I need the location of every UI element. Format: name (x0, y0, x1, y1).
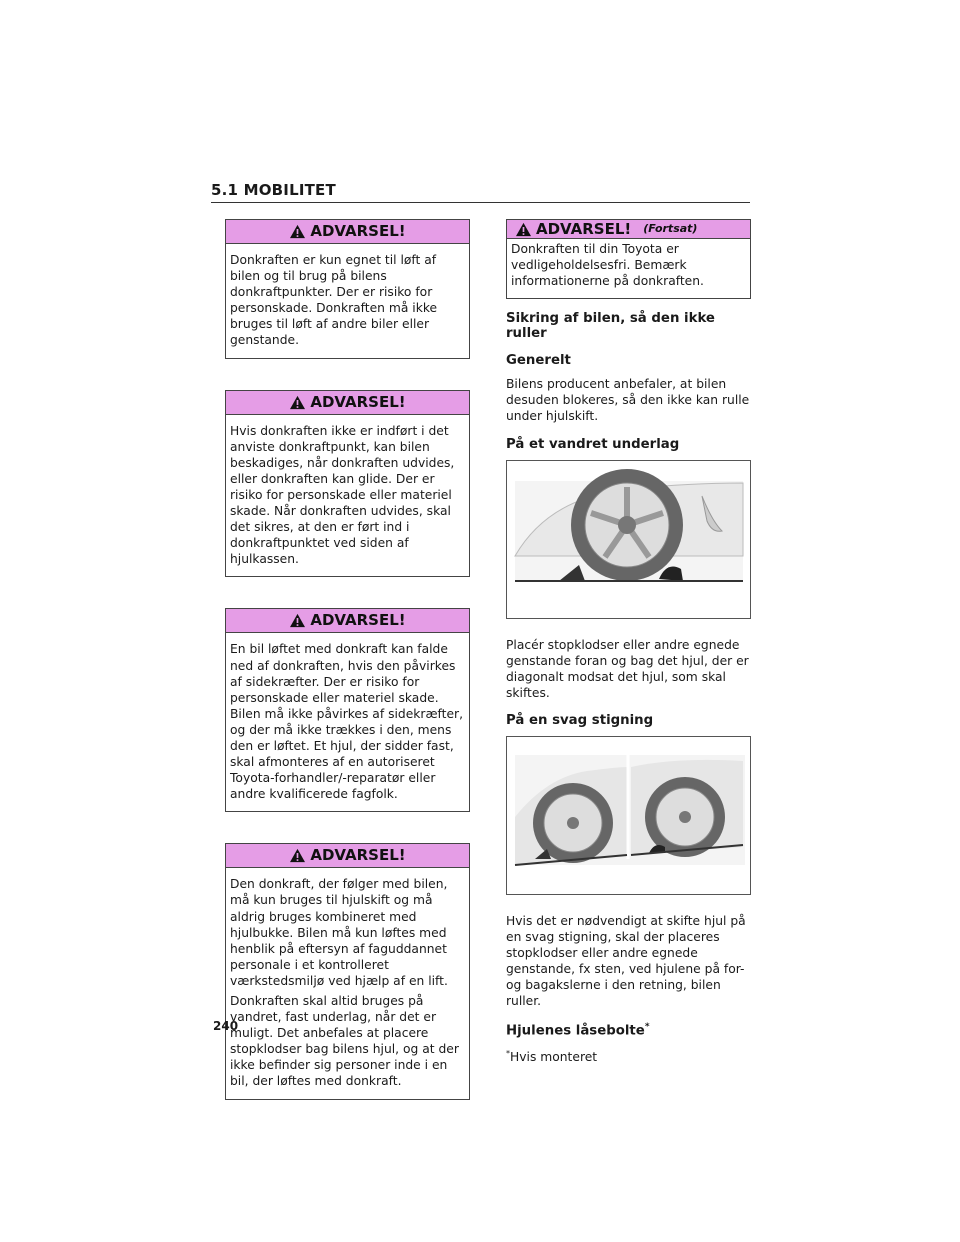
warning-title: ADVARSEL! (310, 611, 406, 630)
warning-header (226, 391, 469, 415)
warning-text (226, 415, 469, 577)
footnote (506, 1046, 751, 1065)
warning-title: ADVARSEL! (310, 222, 406, 240)
warning-text (226, 633, 469, 811)
heading-lock-bolts (506, 1022, 751, 1038)
warning-triangle-icon (289, 848, 306, 863)
car-wheel-chock-illustration (507, 461, 750, 618)
warning-header (226, 220, 469, 244)
heading-flat-ground: På et vandret underlag (506, 436, 680, 452)
warning-paragraph: Hvis donkraften ikke er indført i det anviste donkraftpunkt, kan bilen beskadiges, når donkraften udvides, eller donkraften kan glide. Der er risiko for personskade eller materiel skade. Når donkraften udvides, skal det sikres, at den er ført ind i donkraftpunktet ved siden af hjulkassen. (230, 423, 455, 567)
page-number: 240 (213, 1019, 239, 1033)
warning-title: ADVARSEL! (310, 392, 406, 411)
warning-triangle-icon (289, 395, 306, 410)
warning-title: ADVARSEL! (536, 220, 632, 238)
flat-ground-text: Placér stopklodser eller andre egnede genstande foran og bag det hjul, der er diagonalt modsat det hjul, som skal skiftes. (506, 637, 749, 700)
heading-slope: På en svag stigning (506, 712, 654, 728)
warning-box (225, 219, 470, 359)
warning-box-continued (506, 219, 751, 299)
section-header: 5.1 MOBILITET (211, 181, 750, 203)
warning-box (225, 608, 470, 812)
warning-box (225, 843, 470, 1099)
warning-triangle-icon (515, 222, 532, 237)
warning-paragraph: Donkraften skal altid bruges på vandret, fast underlag, når det er muligt. Det anbefales at placere stopklodser bag bilens hjul, og at der ikke befinder sig personer inde i en bil, der løftes med donkraft. (230, 994, 459, 1089)
warning-text (226, 868, 469, 1098)
general-text: Bilens producent anbefaler, at bilen desuden blokeres, så den ikke kan rulle under hjulskift. (506, 377, 750, 424)
footnote-marker: * (644, 1021, 650, 1032)
heading-main: Sikring af bilen, så den ikke ruller (506, 311, 715, 342)
heading-general: Generelt (506, 353, 571, 369)
warning-title: ADVARSEL! (310, 846, 406, 865)
warning-paragraph: Den donkraft, der følger med bilen, må kun bruges til hjulskift og må aldrig bruges kombineret med hjulbukke. Bilen må kun løftes med henblik på eftersyn af faguddannet personale i et kontrolleret værkstedsmiljø ved hjælp af en lift. (230, 877, 448, 988)
continued-label: (Fortsat) (643, 222, 698, 235)
warning-box (225, 390, 470, 578)
illustration-flat-ground (506, 460, 751, 619)
footnote-text: Hvis monteret (510, 1050, 598, 1065)
warning-header (226, 844, 469, 868)
warning-paragraph: Donkraften til din Toyota er vedligeholdelsesfri. Bemærk informationerne på donkraften. (511, 242, 704, 289)
warning-paragraph: Donkraften er kun egnet til løft af bilen og til brug på bilens donkraftpunkter. Der er risiko for personskade. Donkraften må ikke bruges til løft af andre biler eller genstande. (230, 253, 438, 348)
warning-text (507, 239, 750, 298)
left-column (225, 219, 470, 1131)
warning-triangle-icon (289, 224, 306, 239)
heading-lock-bolts-text: Hjulenes låsebolte (506, 1022, 645, 1038)
footnote-marker: * (506, 1048, 510, 1058)
warning-paragraph: En bil løftet med donkraft kan falde ned af donkraften, hvis den påvirkes af sidekræfter. Der er risiko for personskade eller materiel skade. Bilen må ikke påvirkes af sidekræfter, og der må ikke trækkes i den, mens den er løftet. Et hjul, der sidder fast, skal afmonteres af en autoriseret Toyota-forhandler/-reparatør eller andre kvalificerede fagfolk. (230, 642, 463, 802)
car-on-slope-illustration (507, 737, 750, 894)
slope-text: Hvis det er nødvendigt at skifte hjul på en svag stigning, skal der placeres stopklodser eller andre egnede genstande, fx sten, ved hjulene på for- og bagakslerne i den retning, bilen ruller. (506, 913, 746, 1009)
warning-text (226, 244, 469, 358)
warning-header (226, 609, 469, 633)
warning-header (507, 220, 750, 239)
warning-triangle-icon (289, 613, 306, 628)
right-column (506, 219, 751, 1073)
illustration-slope (506, 736, 751, 895)
